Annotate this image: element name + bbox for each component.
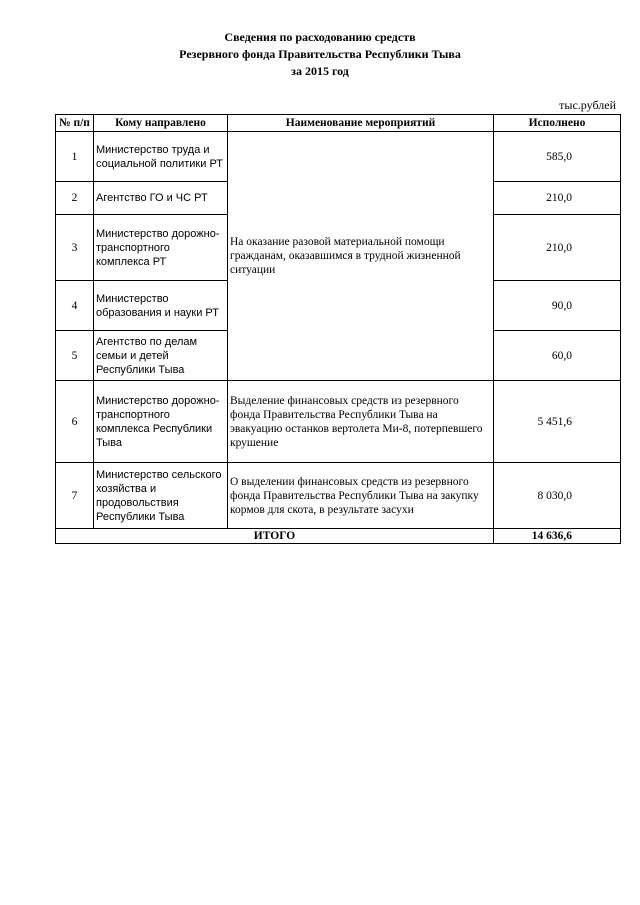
table-row [56,463,621,529]
row-num: 6 [56,381,94,463]
row-recipient: Министерство сельского хозяйства и продовольствия Республики Тыва [94,463,228,529]
row-amount: 60,0 [494,331,621,381]
document-title [0,29,640,80]
row-amount: 8 030,0 [494,463,621,529]
row-recipient: Министерство труда и социальной политики РТ [94,132,228,182]
row-event-merged: На оказание разовой материальной помощи гражданам, оказавшимся в трудной жизненной ситуации [228,132,494,381]
row-amount: 5 451,6 [494,381,621,463]
row-amount: 210,0 [494,215,621,281]
header-num: № п/п [56,115,94,132]
title-line-2: Резервного фонда Правительства Республики Тыва [179,47,461,61]
row-num: 3 [56,215,94,281]
row-event: Выделение финансовых средств из резервного фонда Правительства Республики Тыва на эвакуацию останков вертолета Ми-8, потерпевшего крушение [228,381,494,463]
header-amount: Исполнено [494,115,621,132]
total-row [56,529,621,544]
row-recipient: Министерство дорожно-транспортного комплекса РТ [94,215,228,281]
expenditure-table [55,114,621,544]
row-amount: 585,0 [494,132,621,182]
row-amount: 90,0 [494,281,621,331]
units-label: тыс.рублей [559,98,616,112]
row-recipient: Министерство образования и науки РТ [94,281,228,331]
row-recipient: Министерство дорожно-транспортного комплекса Республики Тыва [94,381,228,463]
table-row [56,381,621,463]
table-row [56,132,621,182]
row-num: 4 [56,281,94,331]
title-line-1: Сведения по расходованию средств [224,30,416,44]
row-recipient: Агентство по делам семьи и детей Республики Тыва [94,331,228,381]
row-recipient: Агентство ГО и ЧС РТ [94,182,228,215]
row-num: 5 [56,331,94,381]
row-num: 1 [56,132,94,182]
total-amount: 14 636,6 [494,529,621,544]
header-recipient: Кому направлено [94,115,228,132]
row-num: 2 [56,182,94,215]
row-event: О выделении финансовых средств из резервного фонда Правительства Республики Тыва на закупку кормов для скота, в результате засухи [228,463,494,529]
total-label: ИТОГО [56,529,494,544]
header-event: Наименование мероприятий [228,115,494,132]
table-header-row [56,115,621,132]
title-line-3: за 2015 год [291,64,349,78]
row-num: 7 [56,463,94,529]
row-amount: 210,0 [494,182,621,215]
